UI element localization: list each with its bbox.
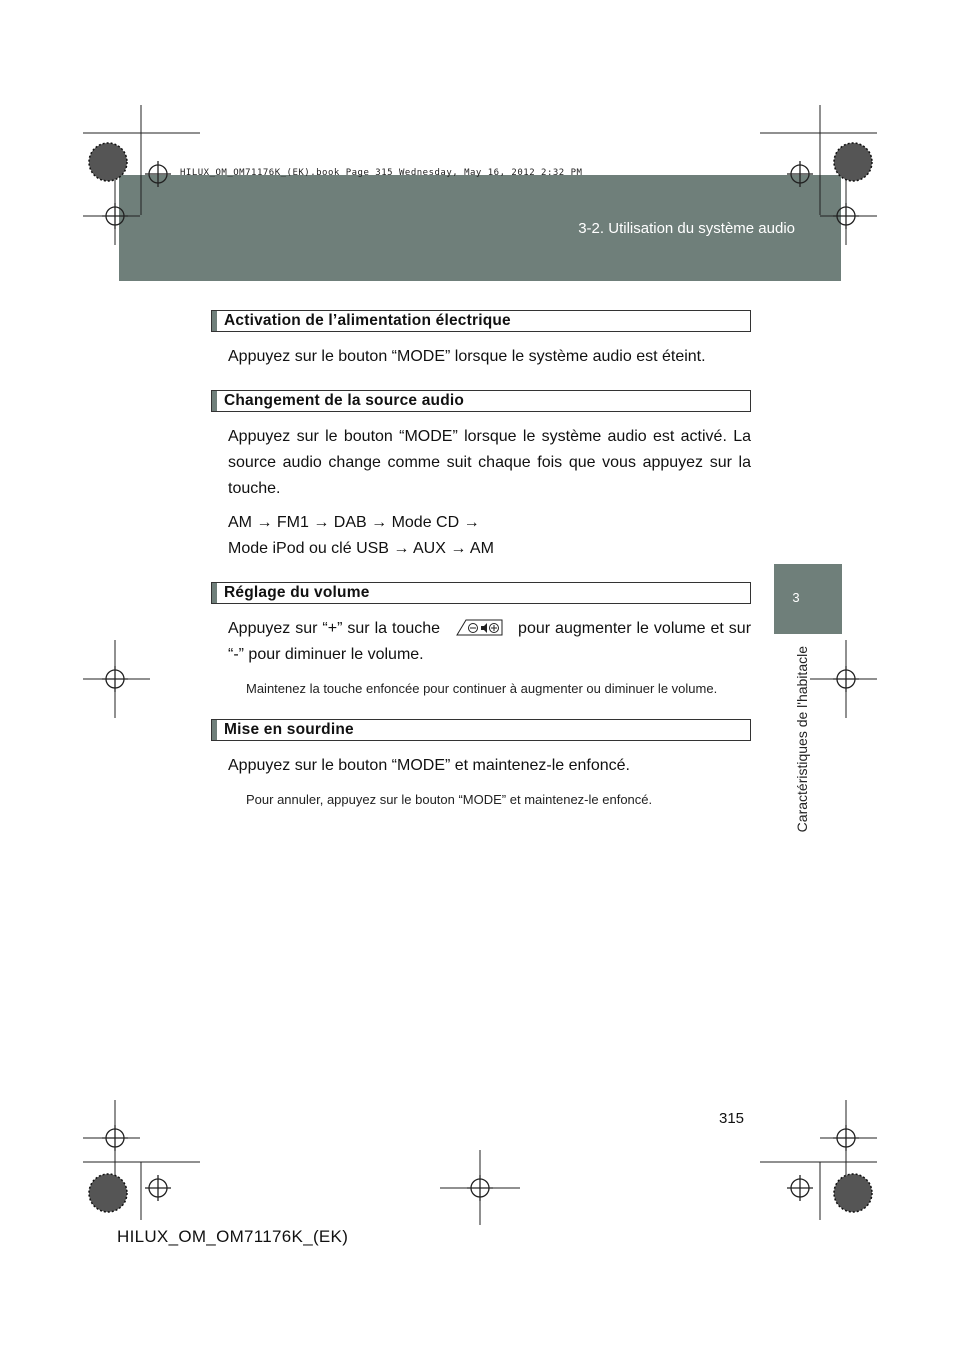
heading-audio-source: Changement de la source audio [211, 390, 751, 412]
paragraph-mute: Appuyez sur le bouton “MODE” et maintenez-le enfoncé. [228, 757, 630, 774]
paragraph-power-on: Appuyez sur le bouton “MODE” lorsque le système audio est éteint. [228, 348, 706, 365]
page-number: 315 [719, 1110, 745, 1127]
chapter-label-container [794, 646, 810, 846]
source-sequence: AM → FM1 → DAB → Mode CD → Mode iPod ou clé USB → AUX → AM [228, 514, 494, 557]
chapter-number: 3 [792, 590, 800, 605]
file-stamp: HILUX_OM_OM71176K_(EK).book Page 315 Wednesday, May 16, 2012 2:32 PM [180, 168, 583, 178]
heading-power-on: Activation de l’alimentation électrique [211, 310, 751, 332]
note-volume: Maintenez la touche enfoncée pour continuer à augmenter ou diminuer le volume. [246, 681, 718, 696]
paragraph-audio-source: Appuyez sur le bouton “MODE” lorsque le système audio est activé. La source audio change comme suit chaque fois que vous appuyez sur la touche. [228, 428, 751, 497]
note-mute: Pour annuler, appuyez sur le bouton “MODE” et maintenez-le enfoncé. [246, 792, 653, 807]
paragraph-volume: Appuyez sur “+” sur la touche pour augmenter le volume et sur “-” pour diminuer le volume. [228, 616, 751, 668]
main-content [211, 310, 751, 810]
section-title: 3-2. Utilisation du système audio [578, 220, 795, 237]
heading-mute: Mise en sourdine [211, 719, 751, 741]
chapter-label: Caractéristiques de l'habitacle [794, 646, 810, 833]
heading-volume: Réglage du volume [211, 582, 751, 604]
document-code: HILUX_OM_OM71176K_(EK) [117, 1227, 349, 1246]
volume-rocker-icon [453, 617, 505, 639]
